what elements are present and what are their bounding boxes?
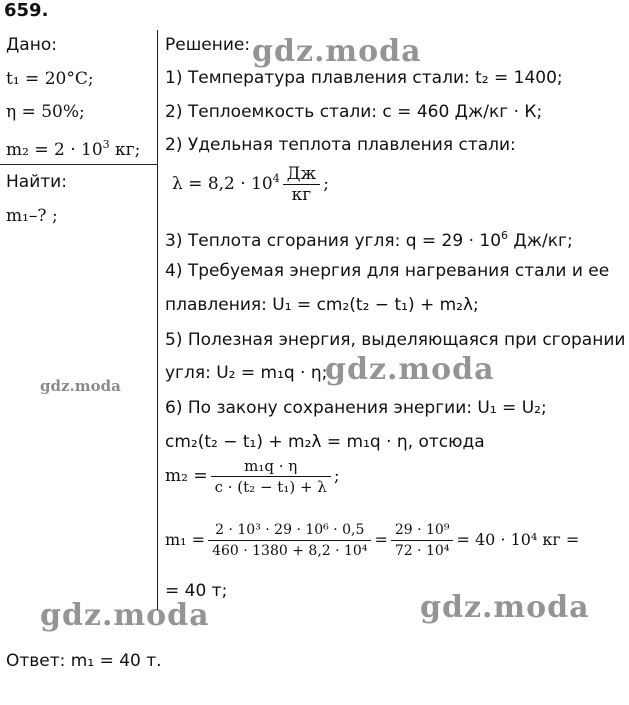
given-divider (0, 164, 158, 165)
formula-m1-fraction-2 (391, 520, 454, 561)
answer: Ответ: m₁ = 40 т. (6, 651, 162, 671)
solution-line-5 (165, 225, 573, 252)
watermark-bottom-left: gdz.moda (40, 598, 210, 633)
column-divider (157, 30, 158, 610)
watermark-top: gdz.moda (252, 34, 422, 69)
formula-m1-lhs: m₁ = (165, 530, 206, 549)
formula-m2-lhs: m₂ = (165, 466, 208, 486)
problem-number: 659. (4, 0, 49, 21)
lambda-unit-fraction (283, 164, 320, 205)
solution-line-1: 1) Температура плавления стали: t₂ = 1400; (165, 68, 563, 88)
solution-result-line: = 40 т; (165, 581, 228, 601)
formula-m2 (165, 456, 340, 497)
solution-label: Решение: (165, 35, 251, 55)
solution-lambda (172, 164, 329, 205)
given-m2 (6, 134, 140, 161)
formula-m1-den-1: 460 · 1380 + 8,2 · 10⁴ (212, 543, 368, 559)
solution-line-11: cm₂(t₂ − t₁) + m₂λ = m₁q · η, отсюда (165, 432, 485, 452)
formula-m1-result: = 40 · 10⁴ кг = (456, 530, 580, 549)
heat-combustion-base: 3) Теплота сгорания угля: q = 29 · 10 (165, 231, 502, 251)
given-eta: η = 50%; (6, 102, 85, 122)
find-label: Найти: (6, 172, 67, 192)
given-m2-unit: кг; (109, 140, 141, 160)
solution-line-7: плавления: U₁ = cm₂(t₂ − t₁) + m₂λ; (165, 295, 479, 315)
solution-line-6: 4) Требуемая энергия для нагревания стали и ее (165, 261, 610, 281)
solution-line-9: угля: U₂ = m₁q · η; (165, 363, 328, 383)
formula-m2-semicolon: ; (333, 466, 340, 486)
lambda-semicolon: ; (323, 174, 329, 194)
lambda-unit-num: Дж (283, 164, 320, 185)
lambda-exp: 4 (272, 172, 280, 185)
given-m2-exp: 3 (102, 138, 110, 151)
watermark-middle: gdz.moda (325, 352, 495, 387)
formula-m1-fraction-1 (208, 520, 371, 561)
formula-m1-den-2: 72 · 10⁴ (394, 543, 450, 559)
solution-line-8: 5) Полезная энергия, выделяющаяся при сгорании (165, 330, 626, 350)
formula-m1-equals: = (374, 530, 388, 549)
solution-line-3: 2) Удельная теплота плавления стали: (165, 135, 516, 155)
solution-line-10: 6) По закону сохранения энергии: U₁ = U₂; (165, 398, 547, 418)
formula-m2-num: m₁q · η (211, 456, 331, 477)
solution-line-2: 2) Теплоемкость стали: c = 460 Дж/кг · К; (165, 102, 543, 122)
formula-m1-num-2: 29 · 10⁹ (391, 520, 454, 541)
given-label: Дано: (6, 35, 57, 55)
watermark-bottom-right: gdz.moda (420, 590, 590, 625)
lambda-base: λ = 8,2 · 10 (172, 174, 273, 194)
heat-combustion-unit: Дж/кг; (508, 231, 573, 251)
formula-m1 (165, 520, 579, 561)
given-t1: t₁ = 20°C; (6, 69, 94, 89)
given-m2-base: m₂ = 2 · 10 (6, 140, 103, 160)
heat-combustion-exp: 6 (501, 229, 509, 242)
formula-m2-fraction (211, 456, 331, 497)
formula-m1-num-1: 2 · 10³ · 29 · 10⁶ · 0,5 (208, 520, 371, 541)
lambda-unit-den: кг (291, 185, 312, 205)
formula-m2-den: c · (t₂ − t₁) + λ (214, 478, 327, 496)
watermark-left: gdz.moda (40, 377, 121, 395)
find-m1: m₁–? ; (6, 206, 58, 226)
